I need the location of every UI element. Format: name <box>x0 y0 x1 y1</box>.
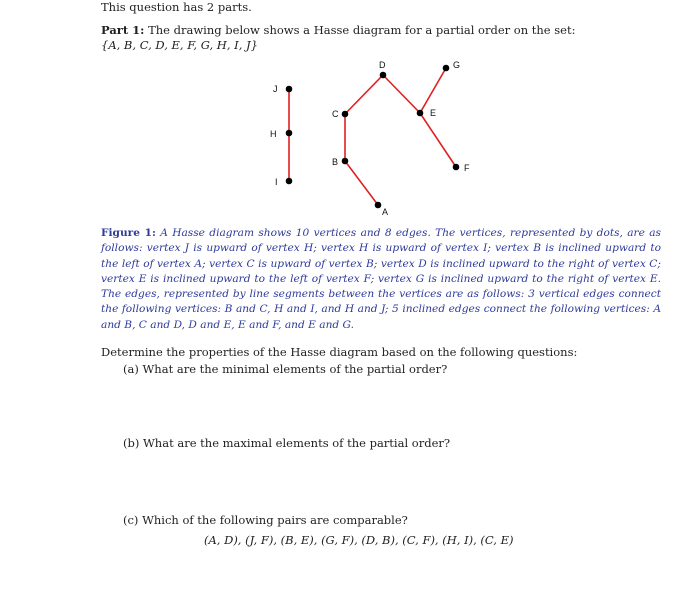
label-h: H <box>270 129 277 139</box>
label-j: J <box>273 84 278 94</box>
label-i: I <box>275 177 278 187</box>
edge-e-f <box>420 113 456 167</box>
edge-d-e <box>383 75 420 113</box>
intro-text: This question has 2 parts. <box>101 0 252 14</box>
vertex-a <box>375 202 382 209</box>
vertex-j <box>286 86 293 93</box>
instructions-text: Determine the properties of the Hasse diagram based on the following questions: <box>101 345 578 359</box>
part1-label: Part 1: <box>101 23 145 37</box>
label-e: E <box>430 108 437 118</box>
part1-text: The drawing below shows a Hasse diagram for a partial order on the set: <box>148 23 576 37</box>
label-d: D <box>379 60 386 70</box>
vertex-i <box>286 178 293 185</box>
set-notation: {A, B, C, D, E, F, G, H, I, J} <box>101 38 258 52</box>
vertex-b <box>342 158 349 165</box>
edge-c-d <box>345 75 383 114</box>
label-g: G <box>453 60 461 70</box>
question-c: (c) Which of the following pairs are comparable? <box>123 513 408 527</box>
vertex-g <box>443 65 450 72</box>
question-b: (b) What are the maximal elements of the partial order? <box>123 436 451 450</box>
label-c: C <box>332 109 339 119</box>
label-b: B <box>332 157 339 167</box>
pairs-list: (A, D), (J, F), (B, E), (G, F), (D, B), (C, F), (H, I), (C, E) <box>204 533 514 547</box>
vertex-c <box>342 111 349 118</box>
vertex-d <box>380 72 387 79</box>
edge-a-b <box>345 161 378 205</box>
diagram-edges <box>289 68 456 205</box>
figure-caption-text: A Hasse diagram shows 10 vertices and 8 edges. The vertices, represented by dots, are as follows: vertex J is upward of vertex H; vertex H is upward of vertex I; vertex B is inclined upward to the left of vertex A; vertex C is upward of vertex B; vertex D is inclined upward to the right of vertex C; vertex E is inclined upward to the left of vertex F; vertex G is inclined upward to the right of vertex E. The edges, represented by line segments between the vertices are as follows: 3 vertical edges connect the following vertices: B and C, H and I, and H and J; 5 inclined edges connect the following vertices: A and B, C and D, D and E, E and F, and E and G. <box>101 227 661 331</box>
label-a: A <box>382 207 389 217</box>
figure-label: Figure 1: <box>101 227 156 239</box>
question-a: (a) What are the minimal elements of the partial order? <box>123 362 448 376</box>
vertex-e <box>417 110 424 117</box>
label-f: F <box>464 163 470 173</box>
figure-caption <box>101 226 661 333</box>
hasse-diagram <box>0 0 699 220</box>
vertex-h <box>286 130 293 137</box>
vertex-f <box>453 164 460 171</box>
edge-e-g <box>420 68 446 113</box>
